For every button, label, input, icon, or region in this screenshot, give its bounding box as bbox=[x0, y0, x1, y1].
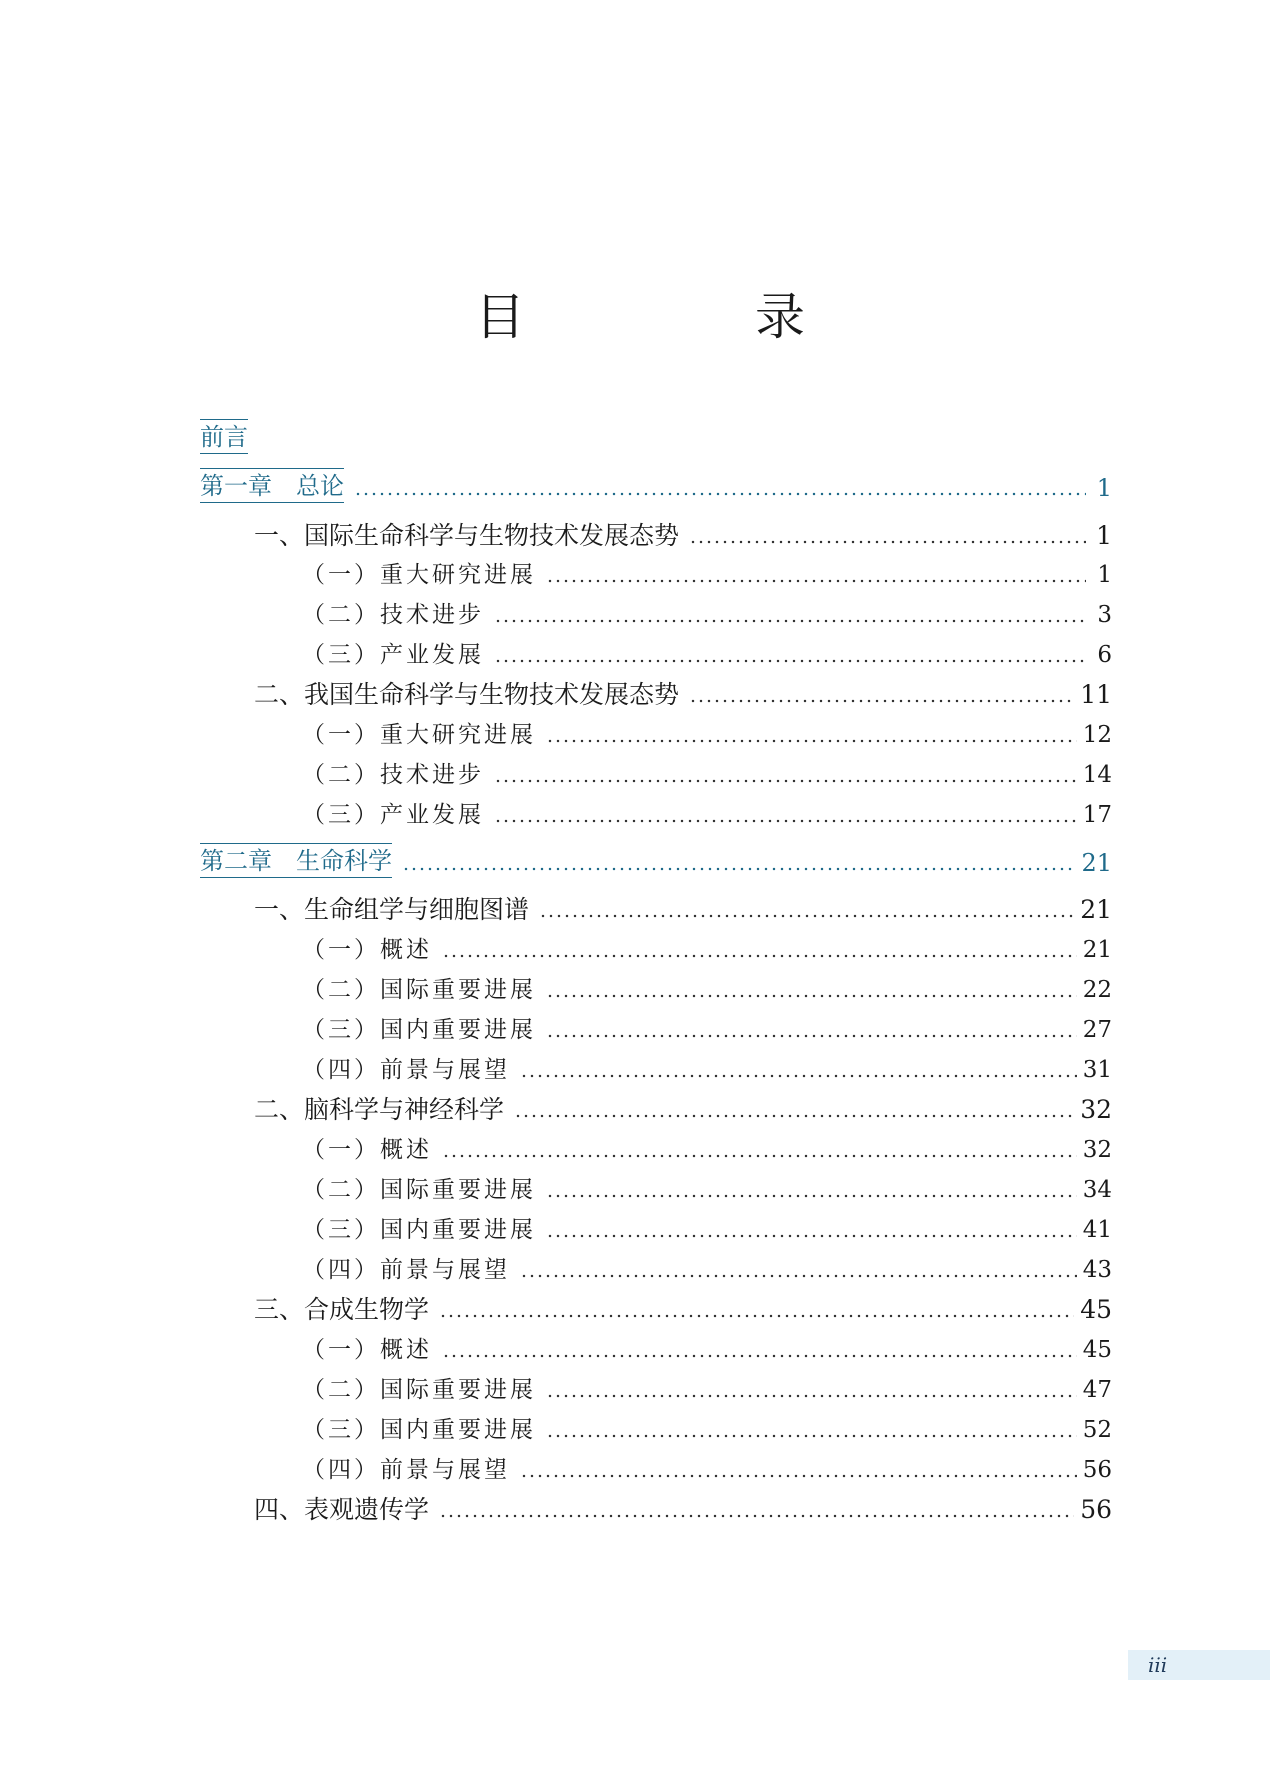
toc-entry[interactable] bbox=[302, 756, 1112, 790]
toc-page-number: 43 bbox=[1082, 1257, 1112, 1283]
toc-entry-label: 二、脑科学与神经科学 bbox=[254, 1095, 505, 1124]
toc-entry-label: 三、合成生物学 bbox=[254, 1295, 430, 1324]
toc-entry[interactable] bbox=[302, 1451, 1112, 1485]
toc-entry[interactable] bbox=[254, 676, 1112, 710]
toc-entry-label: 前言 bbox=[200, 422, 248, 454]
dot-leader bbox=[494, 659, 1086, 663]
toc-entry-label: 第二章 生命科学 bbox=[200, 846, 392, 878]
dot-leader bbox=[539, 914, 1074, 918]
toc-entry-label: （二）国际重要进展 bbox=[302, 977, 536, 1003]
toc-entry[interactable] bbox=[302, 971, 1112, 1005]
dot-leader bbox=[689, 540, 1086, 544]
toc-entry-label: （二）技术进步 bbox=[302, 762, 484, 788]
toc-entry-label: （四）前景与展望 bbox=[302, 1457, 510, 1483]
toc-entry[interactable] bbox=[302, 1331, 1112, 1365]
toc-entry[interactable] bbox=[302, 636, 1112, 670]
toc-page-number: 32 bbox=[1082, 1137, 1112, 1163]
dot-leader bbox=[546, 1034, 1077, 1038]
toc-entry[interactable] bbox=[254, 517, 1112, 551]
toc-page-number: 1 bbox=[1096, 521, 1112, 550]
dot-leader bbox=[442, 954, 1077, 958]
toc-entry[interactable] bbox=[302, 1131, 1112, 1165]
dot-leader bbox=[546, 1434, 1077, 1438]
toc-page-number: 56 bbox=[1080, 1495, 1112, 1524]
toc-page-number: 56 bbox=[1082, 1457, 1112, 1483]
dot-leader bbox=[442, 1154, 1077, 1158]
toc-entry[interactable] bbox=[254, 1091, 1112, 1125]
toc-page-number: 22 bbox=[1082, 977, 1112, 1003]
dot-leader bbox=[439, 1514, 1074, 1518]
dot-leader bbox=[520, 1074, 1077, 1078]
toc-page-number: 21 bbox=[1081, 849, 1112, 877]
toc-page-number: 1 bbox=[1096, 474, 1112, 502]
toc-chapter-entry[interactable] bbox=[200, 469, 1112, 503]
toc-entry-label: （一）概述 bbox=[302, 937, 432, 963]
toc-page-number: 1 bbox=[1097, 562, 1112, 588]
toc-entry-label: （四）前景与展望 bbox=[302, 1257, 510, 1283]
toc-entry-label: 第一章 总论 bbox=[200, 471, 344, 503]
toc-entry[interactable] bbox=[302, 1251, 1112, 1285]
toc-page-number: 32 bbox=[1080, 1095, 1112, 1124]
toc-entry[interactable] bbox=[302, 796, 1112, 830]
toc-entry-label: 二、我国生命科学与生物技术发展态势 bbox=[254, 680, 680, 709]
toc-entry-label: （一）概述 bbox=[302, 1137, 432, 1163]
dot-leader bbox=[546, 579, 1086, 583]
toc-chapter-entry[interactable] bbox=[200, 420, 248, 454]
toc-entry[interactable] bbox=[302, 556, 1112, 590]
toc-entry-label: （二）国际重要进展 bbox=[302, 1377, 536, 1403]
toc-page-number: 17 bbox=[1082, 802, 1112, 828]
toc-page-number: 45 bbox=[1082, 1337, 1112, 1363]
dot-leader bbox=[402, 867, 1075, 871]
dot-leader bbox=[546, 1394, 1077, 1398]
toc-entry[interactable] bbox=[254, 1491, 1112, 1525]
toc-entry-label: （三）国内重要进展 bbox=[302, 1217, 536, 1243]
toc-page-number: 14 bbox=[1082, 762, 1112, 788]
toc-entry[interactable] bbox=[302, 1211, 1112, 1245]
dot-leader bbox=[520, 1274, 1077, 1278]
dot-leader bbox=[520, 1474, 1077, 1478]
toc-page-number: 3 bbox=[1097, 602, 1112, 628]
toc-entry-label: （三）国内重要进展 bbox=[302, 1017, 536, 1043]
toc-entry-label: 一、生命组学与细胞图谱 bbox=[254, 895, 530, 924]
toc-entry[interactable] bbox=[302, 1411, 1112, 1445]
dot-leader bbox=[689, 699, 1074, 703]
dot-leader bbox=[494, 819, 1077, 823]
toc-entry-label: 一、国际生命科学与生物技术发展态势 bbox=[254, 521, 680, 550]
toc-entry[interactable] bbox=[302, 596, 1112, 630]
dot-leader bbox=[546, 1194, 1077, 1198]
toc-entry-label: （一）概述 bbox=[302, 1337, 432, 1363]
toc-entry[interactable] bbox=[302, 931, 1112, 965]
toc-page-number: 21 bbox=[1080, 895, 1112, 924]
toc-entry[interactable] bbox=[254, 1291, 1112, 1325]
dot-leader bbox=[354, 492, 1086, 496]
toc-chapter-entry[interactable] bbox=[200, 844, 1112, 878]
toc-entry-label: 四、表观遗传学 bbox=[254, 1495, 430, 1524]
dot-leader bbox=[546, 739, 1077, 743]
dot-leader bbox=[494, 619, 1086, 623]
toc-entry-label: （一）重大研究进展 bbox=[302, 722, 536, 748]
dot-leader bbox=[494, 779, 1077, 783]
page-title: 目 录 bbox=[475, 288, 895, 346]
toc-entry[interactable] bbox=[302, 716, 1112, 750]
toc-page-number: 21 bbox=[1082, 937, 1112, 963]
toc-entry[interactable] bbox=[302, 1371, 1112, 1405]
toc-entry[interactable] bbox=[302, 1171, 1112, 1205]
toc-page-number: 6 bbox=[1097, 642, 1112, 668]
dot-leader bbox=[546, 1234, 1077, 1238]
toc-page-number: 27 bbox=[1082, 1017, 1112, 1043]
toc-page-number: 31 bbox=[1082, 1057, 1112, 1083]
toc-entry-label: （四）前景与展望 bbox=[302, 1057, 510, 1083]
dot-leader bbox=[442, 1354, 1077, 1358]
toc-entry[interactable] bbox=[302, 1051, 1112, 1085]
toc-entry[interactable] bbox=[254, 891, 1112, 925]
page-number: iii bbox=[1148, 1653, 1168, 1677]
dot-leader bbox=[514, 1114, 1074, 1118]
toc-page-number: 12 bbox=[1082, 722, 1112, 748]
dot-leader bbox=[546, 994, 1077, 998]
toc-page-number: 41 bbox=[1082, 1217, 1112, 1243]
toc-page-number: 47 bbox=[1082, 1377, 1112, 1403]
toc-entry-label: （三）国内重要进展 bbox=[302, 1417, 536, 1443]
toc-page-number: 52 bbox=[1082, 1417, 1112, 1443]
toc-entry-label: （一）重大研究进展 bbox=[302, 562, 536, 588]
toc-page-number: 34 bbox=[1082, 1177, 1112, 1203]
toc-entry-label: （二）技术进步 bbox=[302, 602, 484, 628]
toc-entry-label: （三）产业发展 bbox=[302, 802, 484, 828]
toc-entry[interactable] bbox=[302, 1011, 1112, 1045]
toc-entry-label: （二）国际重要进展 bbox=[302, 1177, 536, 1203]
toc-entry-label: （三）产业发展 bbox=[302, 642, 484, 668]
toc-page-number: 11 bbox=[1080, 680, 1112, 709]
toc-page-number: 45 bbox=[1080, 1295, 1112, 1324]
dot-leader bbox=[439, 1314, 1074, 1318]
